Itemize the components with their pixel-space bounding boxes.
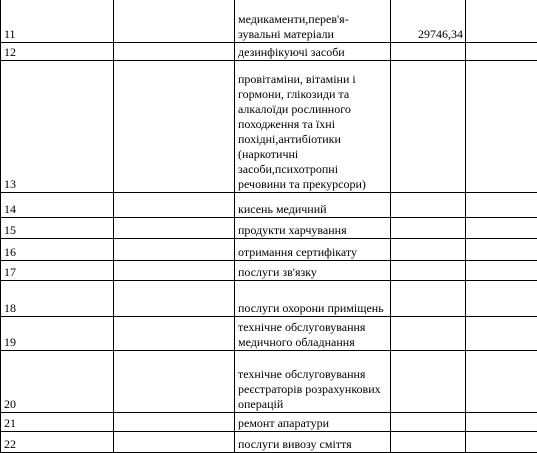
empty-cell [466,261,537,281]
row-number: 13 [1,61,114,193]
empty-cell [466,413,537,432]
item-amount [391,351,466,413]
empty-cell [114,218,235,239]
empty-cell [466,0,537,43]
table-row [1,351,537,413]
empty-cell [114,317,235,351]
row-number: 17 [1,261,114,281]
item-amount [391,61,466,193]
row-number: 12 [1,43,114,61]
empty-cell [114,193,235,218]
row-number: 22 [1,432,114,453]
item-amount [391,193,466,218]
empty-cell [466,351,537,413]
item-name: отримання сертифікату [235,239,391,261]
empty-cell [466,193,537,218]
item-amount [391,218,466,239]
item-name: технічне обслуговування реєстраторів розрахункових операцій [235,351,391,413]
item-name: кисень медичний [235,193,391,218]
table-row [1,261,537,281]
empty-cell [466,239,537,261]
empty-cell [466,61,537,193]
table-row [1,218,537,239]
empty-cell [114,261,235,281]
empty-cell [114,351,235,413]
empty-cell [114,61,235,193]
table-row [1,193,537,218]
item-amount: 29746,34 [391,0,466,43]
table-row [1,0,537,43]
item-name: продукти харчування [235,218,391,239]
table-row [1,281,537,317]
row-number: 11 [1,0,114,43]
empty-cell [114,432,235,453]
item-name: послуги зв'язку [235,261,391,281]
item-name: ремонт апаратури [235,413,391,432]
empty-cell [466,43,537,61]
empty-cell [466,317,537,351]
table-row [1,61,537,193]
table-row [1,43,537,61]
item-name: дезинфікуючі засоби [235,43,391,61]
item-name: технічне обслуговування медичного обладнання [235,317,391,351]
item-amount [391,261,466,281]
empty-cell [114,239,235,261]
item-amount [391,317,466,351]
row-number: 19 [1,317,114,351]
item-name: медикаменти,перев'я-зувальні матеріали [235,0,391,43]
item-name: послуги вивозу сміття [235,432,391,453]
table-row [1,432,537,453]
empty-cell [114,0,235,43]
table-row [1,317,537,351]
empty-cell [114,413,235,432]
row-number: 15 [1,218,114,239]
row-number: 21 [1,413,114,432]
row-number: 20 [1,351,114,413]
item-amount [391,281,466,317]
item-amount [391,413,466,432]
empty-cell [466,432,537,453]
row-number: 16 [1,239,114,261]
empty-cell [114,43,235,61]
empty-cell [466,281,537,317]
table-row [1,413,537,432]
item-amount [391,239,466,261]
row-number: 14 [1,193,114,218]
row-number: 18 [1,281,114,317]
empty-cell [466,218,537,239]
item-amount [391,432,466,453]
table-row [1,239,537,261]
item-name: провітаміни, вітаміни і гормони, глікозиди та алкалоїди рослинного походження та їхні похідні,антибіотики (наркотичні засоби,психотропні речовини та прекурсори) [235,61,391,193]
item-amount [391,43,466,61]
item-name: послуги охорони приміщень [235,281,391,317]
empty-cell [114,281,235,317]
